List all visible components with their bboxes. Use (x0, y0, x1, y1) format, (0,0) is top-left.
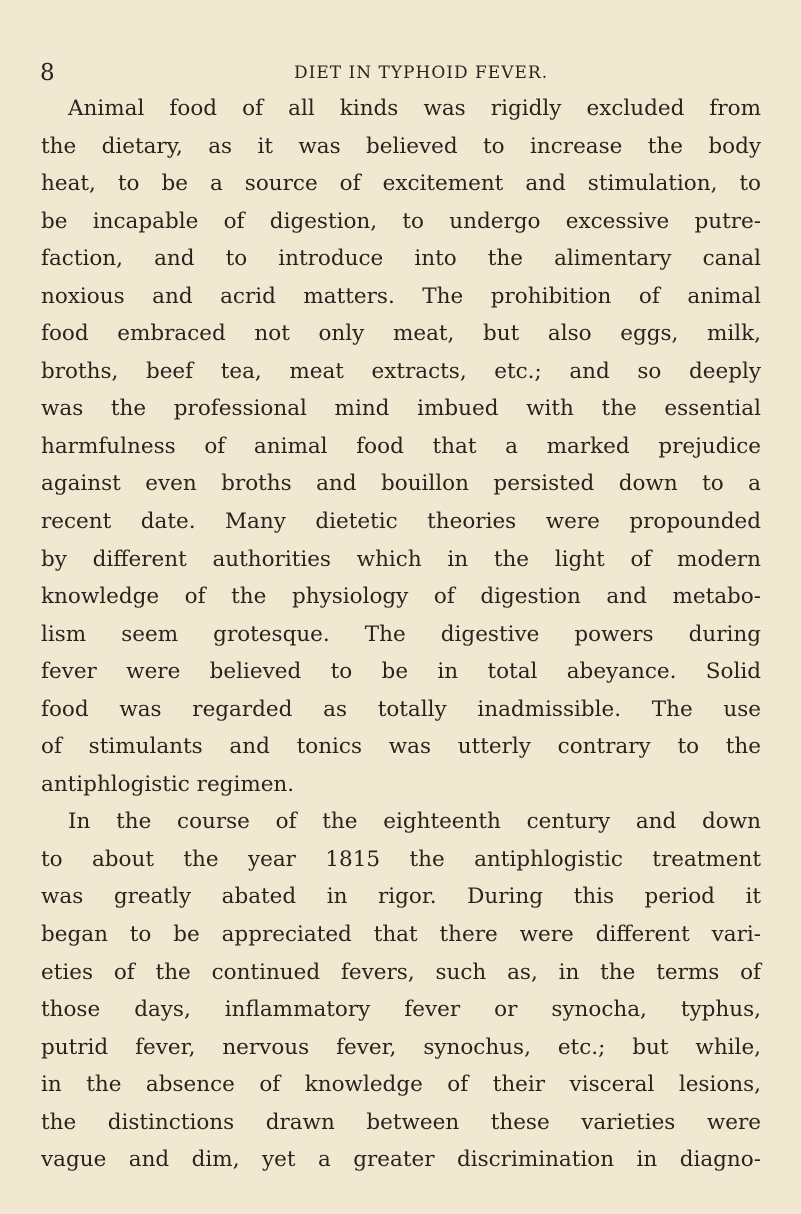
page-header (0, 61, 801, 85)
text-line: In the course of the eighteenth century and down (68, 809, 761, 835)
text-line: vague and dim, yet a greater discrimination in diagno- (41, 1147, 761, 1173)
text-line: be incapable of digestion, to undergo excessive putre- (41, 208, 761, 234)
text-line: the distinctions drawn between these varieties were (41, 1109, 761, 1135)
text-line: heat, to be a source of excitement and stimulation, to (41, 171, 761, 197)
text-line: was the professional mind imbued with the essential (41, 396, 761, 422)
text-line: Animal food of all kinds was rigidly excluded from (68, 96, 761, 121)
text-line: to about the year 1815 the antiphlogistic treatment (41, 846, 761, 872)
text-line: antiphlogistic regimen. (41, 771, 295, 797)
text-line: eties of the continued fevers, such as, in the terms of (41, 959, 761, 985)
text-line: those days, inflammatory fever or synocha, typhus, (41, 997, 761, 1023)
text-line: broths, beef tea, meat extracts, etc.; and so deeply (41, 358, 761, 384)
text-line: food was regarded as totally inadmissible. The use (41, 696, 761, 722)
text-line: in the absence of knowledge of their visceral lesions, (41, 1072, 761, 1098)
text-line: harmfulness of animal food that a marked prejudice (41, 433, 761, 459)
text-line: was greatly abated in rigor. During this period it (41, 884, 761, 910)
text-line: food embraced not only meat, but also eggs, milk, (41, 321, 761, 347)
text-line: began to be appreciated that there were different vari- (41, 922, 761, 948)
text-line: the dietary, as it was believed to increase the body (41, 133, 761, 159)
body-text (41, 90, 761, 1179)
text-line: by different authorities which in the light of modern (41, 546, 761, 572)
text-line: lism seem grotesque. The digestive powers during (41, 621, 761, 647)
text-line: knowledge of the physiology of digestion and metabo- (41, 584, 761, 610)
text-line: against even broths and bouillon persisted down to a (41, 471, 761, 497)
text-line: putrid fever, nervous fever, synochus, etc.; but while, (41, 1034, 761, 1060)
text-line: recent date. Many dietetic theories were propounded (41, 509, 761, 535)
text-line: of stimulants and tonics was utterly contrary to the (41, 734, 761, 760)
text-line: faction, and to introduce into the alimentary canal (41, 246, 761, 272)
text-line: fever were believed to be in total abeyance. Solid (41, 659, 761, 685)
page-number: 8 (40, 60, 55, 86)
running-title: DIET IN TYPHOID FEVER. (294, 63, 549, 83)
text-line: noxious and acrid matters. The prohibition of animal (41, 283, 761, 309)
